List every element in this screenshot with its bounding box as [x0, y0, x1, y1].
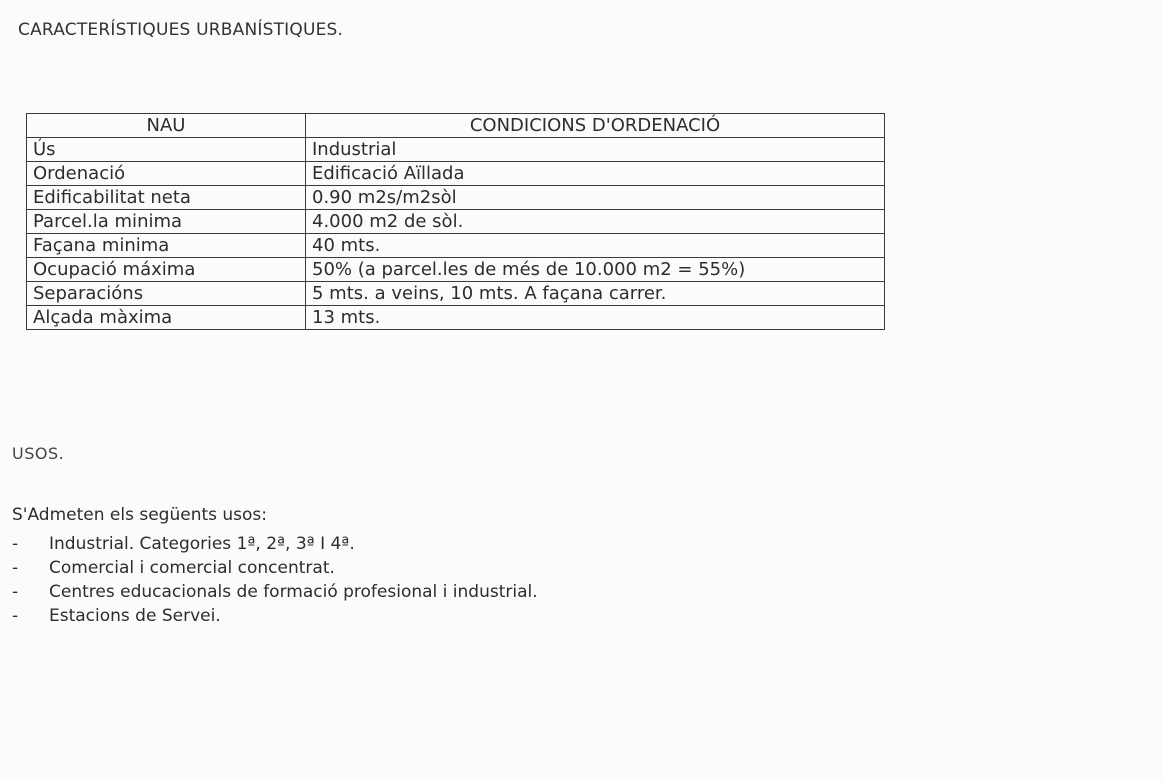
table-row — [27, 306, 885, 330]
list-item-text: Comercial i comercial concentrat. — [49, 558, 335, 578]
list-item — [12, 580, 538, 604]
table-row — [27, 138, 885, 162]
row-label: Edificabilitat neta — [27, 186, 306, 210]
row-value: 13 mts. — [306, 306, 885, 330]
column-header-nau: NAU — [27, 114, 306, 138]
row-value: Edificació Aïllada — [306, 162, 885, 186]
table-row — [27, 186, 885, 210]
row-label: Parcel.la minima — [27, 210, 306, 234]
list-bullet: - — [12, 558, 19, 578]
section-title: CARACTERÍSTIQUES URBANÍSTIQUES. — [18, 20, 344, 40]
table-row — [27, 282, 885, 306]
row-label: Separacións — [27, 282, 306, 306]
row-value: 0.90 m2s/m2sòl — [306, 186, 885, 210]
list-item-text: Estacions de Servei. — [49, 606, 221, 626]
list-bullet: - — [12, 582, 19, 602]
row-value: 40 mts. — [306, 234, 885, 258]
usos-heading: USOS. — [12, 444, 65, 463]
row-value: 5 mts. a veins, 10 mts. A façana carrer. — [306, 282, 885, 306]
allowed-uses-list — [12, 532, 538, 628]
table-row — [27, 234, 885, 258]
row-value: Industrial — [306, 138, 885, 162]
usos-intro: S'Admeten els següents usos: — [12, 505, 268, 525]
row-label: Alçada màxima — [27, 306, 306, 330]
list-item — [12, 556, 538, 580]
list-bullet: - — [12, 606, 19, 626]
list-item — [12, 604, 538, 628]
row-label: Ús — [27, 138, 306, 162]
row-label: Ocupació máxima — [27, 258, 306, 282]
ordinance-conditions-table — [26, 113, 885, 330]
row-label: Ordenació — [27, 162, 306, 186]
row-label: Façana minima — [27, 234, 306, 258]
table-row — [27, 210, 885, 234]
list-item-text: Industrial. Categories 1ª, 2ª, 3ª I 4ª. — [49, 534, 355, 554]
table-header-row — [27, 114, 885, 138]
table-row — [27, 258, 885, 282]
row-value: 4.000 m2 de sòl. — [306, 210, 885, 234]
list-item — [12, 532, 538, 556]
column-header-conditions: CONDICIONS D'ORDENACIÓ — [306, 114, 885, 138]
table-row — [27, 162, 885, 186]
row-value: 50% (a parcel.les de més de 10.000 m2 = 55%) — [306, 258, 885, 282]
list-bullet: - — [12, 534, 19, 554]
list-item-text: Centres educacionals de formació profesional i industrial. — [49, 582, 538, 602]
